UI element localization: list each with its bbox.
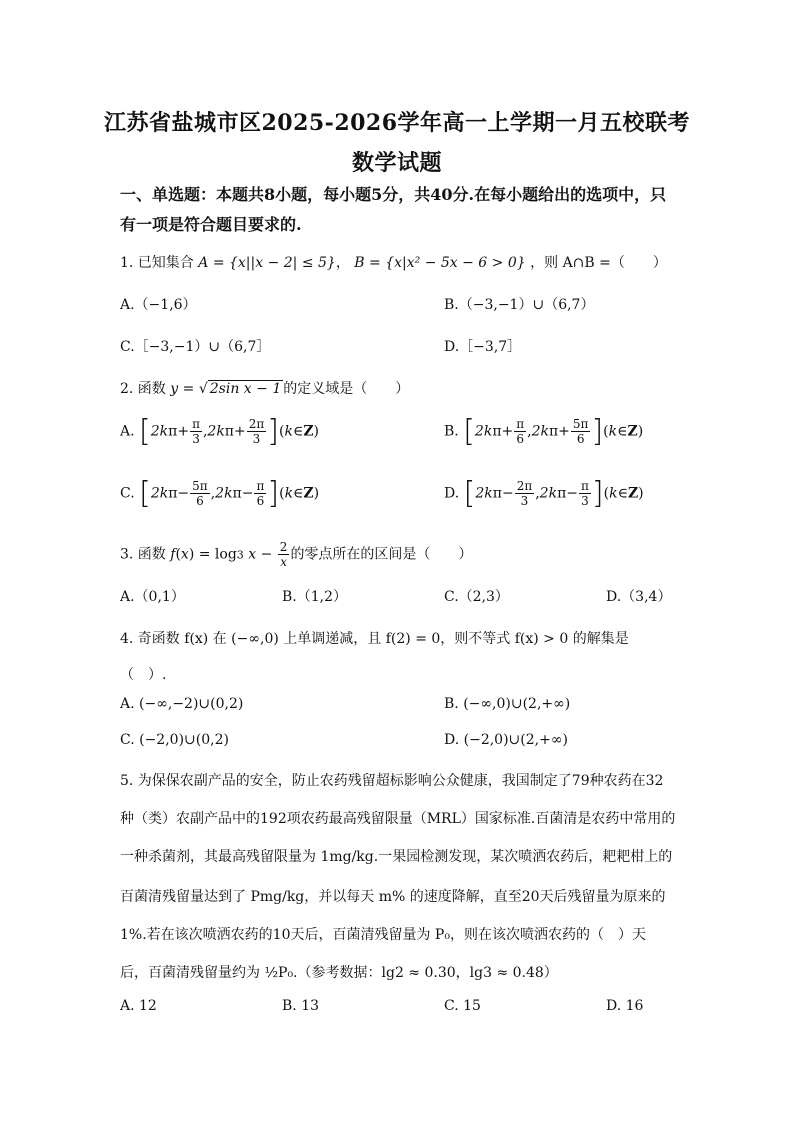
question-5-line: 1%.若在该次喷洒农药的10天后，百菌清残留量为 P₀，则在该次喷洒农药的（ ）天	[120, 927, 646, 943]
set-a: A = {x||x − 2| ≤ 5}	[198, 255, 336, 271]
question-4-option-c: C. (−2,0)∪(0,2)	[120, 732, 229, 748]
exam-title: 江苏省盐城市区2025-2026学年高一上学期一月五校联考	[103, 110, 691, 136]
question-5-option-b: B. 13	[282, 998, 320, 1014]
question-5-line: 后，百菌清残留量约为 ½P₀.（参考数据：lg2 ≈ 0.30，lg3 ≈ 0.48）	[120, 965, 558, 981]
question-4-option-b: B. (−∞,0)∪(2,+∞)	[444, 696, 571, 712]
question-2-stem: 2. 函数 y = √ 2sin x − 1 的定义域是（ ）	[120, 381, 410, 397]
question-3-option-d: D.（3,4）	[606, 589, 672, 605]
question-1-option-b: B.（−3,−1）∪（6,7）	[444, 297, 595, 313]
question-1-option-a: A.（−1,6）	[120, 297, 197, 313]
question-1-option-d: D.［−3,7］	[444, 339, 522, 355]
question-5-option-c: C. 15	[444, 998, 481, 1014]
question-2-option-b: B. [2kπ+ $\frac{\pi}{6}$ ,2kπ+ $\frac{5\pi}{6}$ ](k∈Z)	[444, 414, 644, 449]
question-4-option-d: D. (−2,0)∪(2,+∞)	[444, 732, 568, 748]
section-heading-line1: 一、单选题：本题共8小题，每小题5分，共40分.在每小题给出的选项中，只	[120, 185, 667, 204]
question-4-stem-line2: （ ）.	[120, 667, 167, 683]
question-4-stem-line1: 4. 奇函数 f(x) 在 (−∞,0) 上单调递减，且 f(2) = 0，则不等式 f(x) > 0 的解集是	[120, 631, 629, 647]
question-3-option-c: C.（2,3）	[444, 589, 509, 605]
question-2-option-d: D. [2kπ− $\frac{2\pi}{3}$ ,2kπ− $\frac{\pi}{3}$ ](k∈Z)	[444, 476, 644, 511]
question-5-line: 百菌清残留量达到了 Pmg/kg，并以每天 m% 的速度降解，直至20天后残留量为原来的	[120, 889, 666, 905]
question-4-option-a: A. (−∞,−2)∪(0,2)	[120, 696, 244, 712]
question-5-line: 一种杀菌剂，其最高残留限量为 1mg/kg.一果园检测发现，某次喷洒农药后，耙耙柑上的	[120, 849, 673, 865]
question-5-option-a: A. 12	[120, 998, 157, 1014]
question-1-option-c: C.［−3,−1）∪（6,7］	[120, 339, 271, 355]
section-heading-line2: 有一项是符合题目要求的.	[120, 215, 302, 234]
question-3-option-a: A.（0,1）	[120, 589, 185, 605]
question-5-line: 种（类）农副产品中的192项农药最高残留限量（MRL）国家标准.百菌清是农药中常用的	[120, 811, 676, 827]
question-3-stem: 3. 函数 f(x) = log3 x − $\frac{2}{x}$ 的零点所在的区间是（ ）	[120, 540, 473, 569]
question-2-option-a: A. [2kπ+ $\frac{\pi}{3}$ ,2kπ+ $\frac{2\pi}{3}$ ](k∈Z)	[120, 414, 320, 449]
question-5-option-d: D. 16	[606, 998, 644, 1014]
question-5-line: 5. 为保保农副产品的安全，防止农药残留超标影响公众健康，我国制定了79种农药在32	[120, 773, 664, 789]
section-heading	[120, 180, 680, 240]
set-b: B = {x|x² − 5x − 6 > 0}	[354, 255, 526, 271]
question-2-option-c: C. [2kπ− $\frac{5\pi}{6}$ ,2kπ− $\frac{\pi}{6}$ ](k∈Z)	[120, 476, 320, 511]
question-3-option-b: B.（1,2）	[282, 589, 348, 605]
question-1-stem: 1. 已知集合 A = {x||x − 2| ≤ 5}， B = {x|x² − 5x − 6 > 0} ，则 A∩B =（ ）	[120, 255, 667, 271]
exam-subtitle: 数学试题	[351, 150, 442, 176]
